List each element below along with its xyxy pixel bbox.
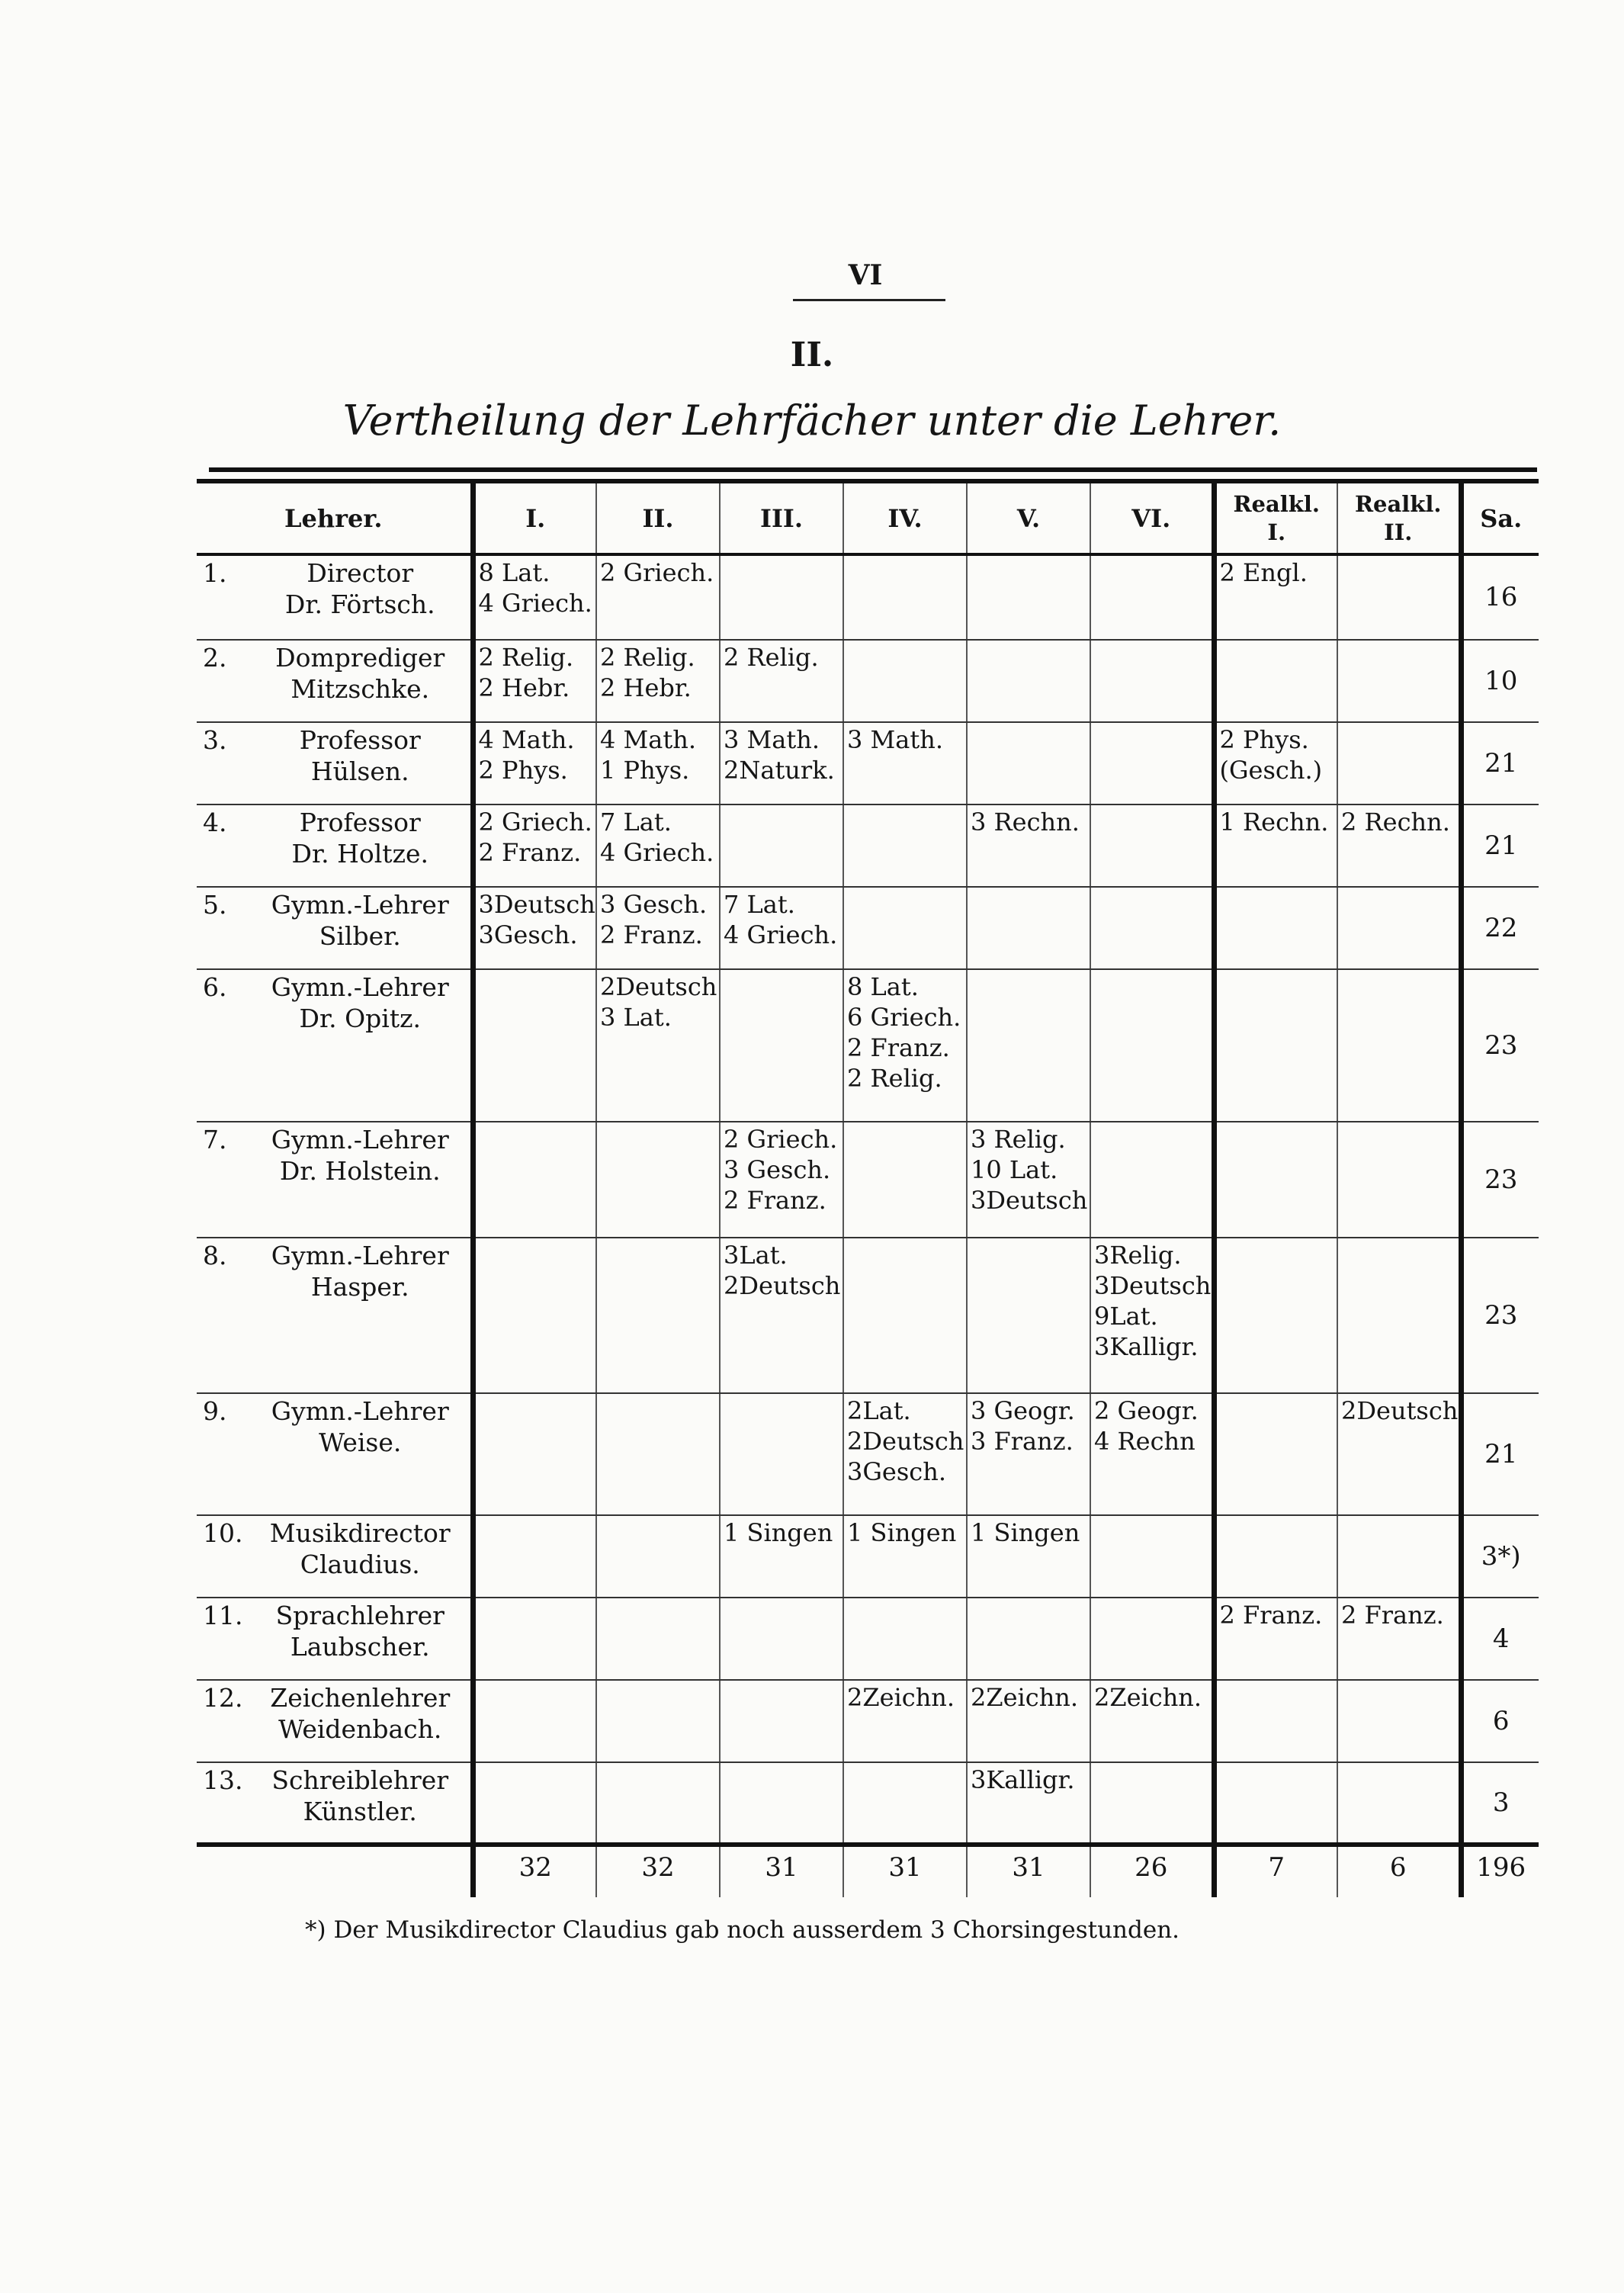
section-number: II.: [790, 336, 834, 374]
subject-cell: 3 Relig. 10 Lat. 3Deutsch: [967, 1122, 1090, 1238]
teacher-row: [197, 1680, 1539, 1762]
subject-cell: 3Kalligr.: [967, 1762, 1090, 1845]
subject-cell: [720, 804, 843, 887]
total-cell: 32: [473, 1845, 596, 1897]
teacher-name: Professor Hülsen.: [299, 725, 421, 787]
teacher-name: Gymn.-Lehrer Dr. Opitz.: [271, 972, 449, 1034]
subject-cell: 3Deutsch 3Gesch.: [473, 887, 596, 969]
hours-sum-cell: 10: [1461, 640, 1539, 722]
subject-cell: [1214, 1122, 1337, 1238]
subject-cell: [720, 1762, 843, 1845]
subject-cell: [843, 887, 967, 969]
teacher-number: 5.: [203, 890, 227, 920]
hours-sum-cell: 16: [1461, 554, 1539, 640]
subject-cell: 1 Singen: [720, 1515, 843, 1598]
col-header-lehrer: Lehrer.: [197, 481, 473, 554]
teacher-name: Professor Dr. Holtze.: [291, 808, 428, 869]
teacher-number: 1.: [203, 558, 227, 588]
teacher-cell: [197, 1393, 473, 1515]
teacher-name: Gymn.-Lehrer Silber.: [271, 890, 449, 952]
teacher-cell: [197, 804, 473, 887]
subject-cell: [1337, 722, 1461, 804]
subject-cell: [1214, 1393, 1337, 1515]
subject-cell: [1337, 969, 1461, 1122]
teacher-number: 9.: [203, 1396, 227, 1426]
subject-cell: 2Zeichn.: [967, 1680, 1090, 1762]
subject-cell: [1090, 554, 1214, 640]
subject-cell: [1090, 640, 1214, 722]
subject-cell: [967, 722, 1090, 804]
total-cell: 7: [1214, 1845, 1337, 1897]
subject-cell: 4 Math. 1 Phys.: [596, 722, 720, 804]
subject-cell: [596, 1680, 720, 1762]
subject-cell: 8 Lat. 6 Griech. 2 Franz. 2 Relig.: [843, 969, 967, 1122]
page-number-rule: [793, 299, 945, 301]
subject-cell: 1 Singen: [843, 1515, 967, 1598]
subject-cell: [1214, 1238, 1337, 1393]
subject-cell: 3 Gesch. 2 Franz.: [596, 887, 720, 969]
teacher-row: [197, 969, 1539, 1122]
subject-cell: [473, 969, 596, 1122]
subject-cell: [843, 1238, 967, 1393]
total-cell: 32: [596, 1845, 720, 1897]
hours-sum-cell: 23: [1461, 969, 1539, 1122]
teacher-cell: [197, 1680, 473, 1762]
teacher-cell: [197, 1762, 473, 1845]
subject-cell: 2 Griech. 2 Franz.: [473, 804, 596, 887]
subject-cell: [473, 1122, 596, 1238]
subject-cell: [596, 1122, 720, 1238]
subject-cell: 2 Griech. 3 Gesch. 2 Franz.: [720, 1122, 843, 1238]
subject-cell: 3Relig. 3Deutsch 9Lat. 3Kalligr.: [1090, 1238, 1214, 1393]
col-header-realkl-i: Realkl. I.: [1214, 481, 1337, 554]
teacher-number: 7.: [203, 1125, 227, 1155]
subject-cell: 2 Relig. 2 Hebr.: [473, 640, 596, 722]
teacher-row: [197, 1122, 1539, 1238]
teacher-number: 13.: [203, 1765, 243, 1795]
subject-cell: 2Deutsch 3 Lat.: [596, 969, 720, 1122]
hours-sum-cell: 21: [1461, 804, 1539, 887]
total-cell: 31: [720, 1845, 843, 1897]
teacher-cell: [197, 554, 473, 640]
subject-cell: [596, 1515, 720, 1598]
teacher-row: [197, 1598, 1539, 1680]
teacher-name: Gymn.-Lehrer Weise.: [271, 1396, 449, 1458]
subject-cell: [473, 1762, 596, 1845]
subject-cell: [1090, 1598, 1214, 1680]
teacher-number: 3.: [203, 725, 227, 755]
subject-cell: 2 Phys. (Gesch.): [1214, 722, 1337, 804]
hours-sum-cell: 4: [1461, 1598, 1539, 1680]
col-header-realkl-ii: Realkl. II.: [1337, 481, 1461, 554]
subject-cell: 2 Relig.: [720, 640, 843, 722]
teacher-row: [197, 804, 1539, 887]
col-header-iii: III.: [720, 481, 843, 554]
hours-sum-cell: 21: [1461, 1393, 1539, 1515]
hours-sum-cell: 6: [1461, 1680, 1539, 1762]
subject-cell: [967, 554, 1090, 640]
subject-cell: [1090, 804, 1214, 887]
teacher-cell: [197, 1122, 473, 1238]
teacher-cell: [197, 1515, 473, 1598]
teacher-number: 6.: [203, 972, 227, 1002]
header-row: [197, 481, 1539, 554]
subject-cell: 1 Rechn.: [1214, 804, 1337, 887]
teacher-name: Domprediger Mitzschke.: [275, 643, 445, 705]
subject-cell: [720, 1598, 843, 1680]
subject-cell: [1337, 1680, 1461, 1762]
teacher-number: 8.: [203, 1241, 227, 1270]
teacher-cell: [197, 640, 473, 722]
subject-cell: [473, 1515, 596, 1598]
teacher-row: [197, 1393, 1539, 1515]
teacher-name: Musikdirector Claudius.: [269, 1518, 451, 1580]
col-header-iv: IV.: [843, 481, 967, 554]
teacher-row: [197, 1762, 1539, 1845]
teacher-name: Director Dr. Förtsch.: [284, 558, 435, 620]
col-header-sa: Sa.: [1461, 481, 1539, 554]
teacher-row: [197, 887, 1539, 969]
subject-cell: [1337, 640, 1461, 722]
footnote: *) Der Musikdirector Claudius gab noch ausserdem 3 Chorsingestunden.: [305, 1916, 1180, 1944]
col-header-v: V.: [967, 481, 1090, 554]
subject-cell: [1090, 1515, 1214, 1598]
subject-cell: 3 Math.: [843, 722, 967, 804]
subject-cell: [843, 1598, 967, 1680]
subject-cell: [596, 1762, 720, 1845]
subject-cell: [1090, 1122, 1214, 1238]
subject-cell: [967, 1598, 1090, 1680]
subject-cell: 2Lat. 2Deutsch 3Gesch.: [843, 1393, 967, 1515]
subject-cell: [596, 1393, 720, 1515]
teacher-number: 10.: [203, 1518, 243, 1548]
hours-sum-cell: 3: [1461, 1762, 1539, 1845]
subject-cell: [843, 640, 967, 722]
col-header-ii: II.: [596, 481, 720, 554]
teacher-name: Gymn.-Lehrer Dr. Holstein.: [271, 1125, 449, 1187]
subject-cell: 8 Lat. 4 Griech.: [473, 554, 596, 640]
hours-sum-cell: 22: [1461, 887, 1539, 969]
subject-cell: [1337, 1122, 1461, 1238]
subject-cell: 2Deutsch: [1337, 1393, 1461, 1515]
teacher-number: 4.: [203, 808, 227, 837]
subject-cell: [473, 1598, 596, 1680]
col-header-i: I.: [473, 481, 596, 554]
hours-sum-cell: 23: [1461, 1122, 1539, 1238]
teacher-name: Sprachlehrer Laubscher.: [275, 1601, 445, 1662]
subject-cell: [1214, 1680, 1337, 1762]
hours-sum-cell: 23: [1461, 1238, 1539, 1393]
teacher-number: 12.: [203, 1683, 243, 1713]
teacher-name: Gymn.-Lehrer Hasper.: [271, 1241, 449, 1302]
subject-cell: [596, 1598, 720, 1680]
subject-cell: [473, 1680, 596, 1762]
total-cell: 31: [967, 1845, 1090, 1897]
subject-cell: [720, 1393, 843, 1515]
subject-cell: 2 Griech.: [596, 554, 720, 640]
subject-cell: 2Zeichn.: [1090, 1680, 1214, 1762]
title-rule: [209, 467, 1537, 472]
subject-cell: 3 Rechn.: [967, 804, 1090, 887]
subject-cell: [843, 554, 967, 640]
subject-cell: 7 Lat. 4 Griech.: [720, 887, 843, 969]
subject-cell: 2 Geogr. 4 Rechn: [1090, 1393, 1214, 1515]
subject-cell: [720, 1680, 843, 1762]
subject-cell: 2 Franz.: [1214, 1598, 1337, 1680]
total-cell: 6: [1337, 1845, 1461, 1897]
subject-cell: [1214, 1515, 1337, 1598]
subject-cell: 7 Lat. 4 Griech.: [596, 804, 720, 887]
subject-cell: [720, 554, 843, 640]
grand-total-cell: 196: [1461, 1845, 1539, 1897]
subject-cell: 2 Relig. 2 Hebr.: [596, 640, 720, 722]
totals-label-cell: [197, 1845, 473, 1897]
subject-cell: [843, 1762, 967, 1845]
subject-cell: [1214, 1762, 1337, 1845]
page-title: Vertheilung der Lehrfächer unter die Lehrer.: [342, 397, 1282, 445]
subject-cell: 2Zeichn.: [843, 1680, 967, 1762]
total-cell: 26: [1090, 1845, 1214, 1897]
teacher-row: [197, 640, 1539, 722]
subject-cell: [1214, 887, 1337, 969]
subject-cell: [473, 1393, 596, 1515]
subject-cell: [1090, 887, 1214, 969]
teacher-row: [197, 1515, 1539, 1598]
subject-cell: [967, 1238, 1090, 1393]
teacher-cell: [197, 1598, 473, 1680]
subject-cell: [967, 640, 1090, 722]
teacher-cell: [197, 969, 473, 1122]
subject-cell: 2 Rechn.: [1337, 804, 1461, 887]
subject-cell: 2 Engl.: [1214, 554, 1337, 640]
teacher-row: [197, 554, 1539, 640]
teacher-cell: [197, 722, 473, 804]
subject-cell: [1090, 1762, 1214, 1845]
teacher-number: 11.: [203, 1601, 243, 1630]
subject-cell: [1337, 554, 1461, 640]
teacher-name: Schreiblehrer Künstler.: [271, 1765, 449, 1827]
hours-sum-cell: 3*): [1461, 1515, 1539, 1598]
subject-cell: [843, 804, 967, 887]
total-cell: 31: [843, 1845, 967, 1897]
teacher-cell: [197, 1238, 473, 1393]
subject-cell: 3Lat. 2Deutsch: [720, 1238, 843, 1393]
hours-sum-cell: 21: [1461, 722, 1539, 804]
subject-cell: [1337, 887, 1461, 969]
teacher-row: [197, 1238, 1539, 1393]
subject-cell: [720, 969, 843, 1122]
subject-cell: [1090, 722, 1214, 804]
subject-cell: 3 Geogr. 3 Franz.: [967, 1393, 1090, 1515]
teacher-name: Zeichenlehrer Weidenbach.: [270, 1683, 451, 1745]
subject-cell: 3 Math. 2Naturk.: [720, 722, 843, 804]
subject-cell: 2 Franz.: [1337, 1598, 1461, 1680]
subject-cell: [967, 887, 1090, 969]
teacher-number: 2.: [203, 643, 227, 673]
subject-cell: [1214, 969, 1337, 1122]
subject-cell: 4 Math. 2 Phys.: [473, 722, 596, 804]
subject-cell: [473, 1238, 596, 1393]
teacher-cell: [197, 887, 473, 969]
totals-row: [197, 1845, 1539, 1897]
subject-cell: [596, 1238, 720, 1393]
subject-cell: [1337, 1238, 1461, 1393]
col-header-vi: VI.: [1090, 481, 1214, 554]
subject-cell: [1337, 1515, 1461, 1598]
subject-cell: [1214, 640, 1337, 722]
page-number: VI: [848, 259, 883, 291]
teacher-distribution-table: [197, 479, 1539, 1897]
subject-cell: [967, 969, 1090, 1122]
subject-cell: [1090, 969, 1214, 1122]
subject-cell: [843, 1122, 967, 1238]
subject-cell: [1337, 1762, 1461, 1845]
teacher-row: [197, 722, 1539, 804]
subject-cell: 1 Singen: [967, 1515, 1090, 1598]
